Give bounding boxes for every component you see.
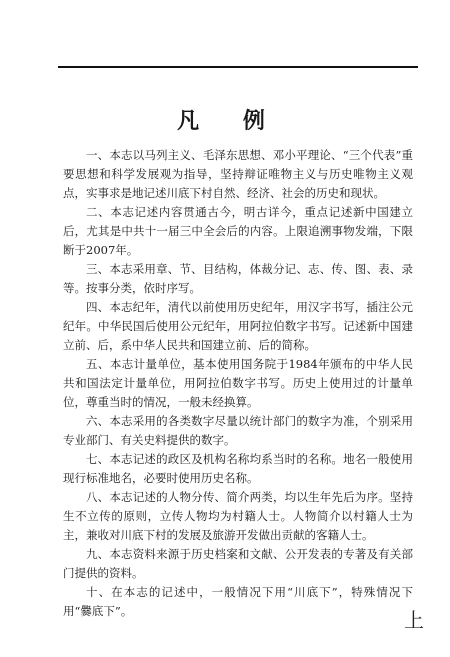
- paragraph-9: 九、本志资料来源于历史档案和文献、公开发表的专著及有关部门提供的资料。: [63, 547, 413, 580]
- page-title: 凡 例: [177, 108, 283, 134]
- paragraph-8: 八、本志记述的人物分传、简介两类，均以生年先后为序。坚持生不立传的原则，立传人物均为村籍人士。人物简介以村籍人士为主，兼收对川底下村的发展及旅游开发做出贡献的客籍人士。: [63, 490, 413, 542]
- paragraph-3: 三、本志采用章、节、目结构，体裁分记、志、传、图、表、录等。按事分类，依时序写。: [63, 262, 413, 295]
- page-mark: 上: [404, 608, 424, 632]
- paragraph-5: 五、本志计量单位，基本使用国务院于1984年颁布的中华人民共和国法定计量单位，用阿拉伯数字书写。历史上使用过的计量单位，尊重当时的情况，一般未经换算。: [63, 357, 413, 409]
- paragraph-1: 一、本志以马列主义、毛泽东思想、邓小平理论、“三个代表”重要思想和科学发展观为指导，坚持辩证唯物主义与历史唯物主义观点，实事求是地记述川底下村自然、经济、社会的历史和现状。: [63, 148, 413, 200]
- body-text: [63, 146, 413, 621]
- paragraph-2: 二、本志记述内容贯通古今，明古详今，重点记述新中国建立后，尤其是中共十一届三中全会后的内容。上限追溯事物发端，下限断于2007年。: [63, 205, 413, 257]
- header-rule: [58, 66, 418, 68]
- paragraph-6: 六、本志采用的各类数字尽量以统计部门的数字为准，个别采用专业部门、有关史料提供的数字。: [63, 414, 413, 447]
- paragraph-7: 七、本志记述的政区及机构名称均系当时的名称。地名一般使用现行标准地名，必要时使用历史名称。: [63, 452, 413, 485]
- paragraph-10: 十、在本志的记述中，一般情况下用“川底下”，特殊情况下用“爨底下”。: [63, 585, 413, 618]
- paragraph-4: 四、本志纪年，清代以前使用历史纪年，用汉字书写，插注公元纪年。中华民国后使用公元纪年，用阿拉伯数字书写。记述新中国建立前、后，系中华人民共和国建立前、后的简称。: [63, 300, 413, 352]
